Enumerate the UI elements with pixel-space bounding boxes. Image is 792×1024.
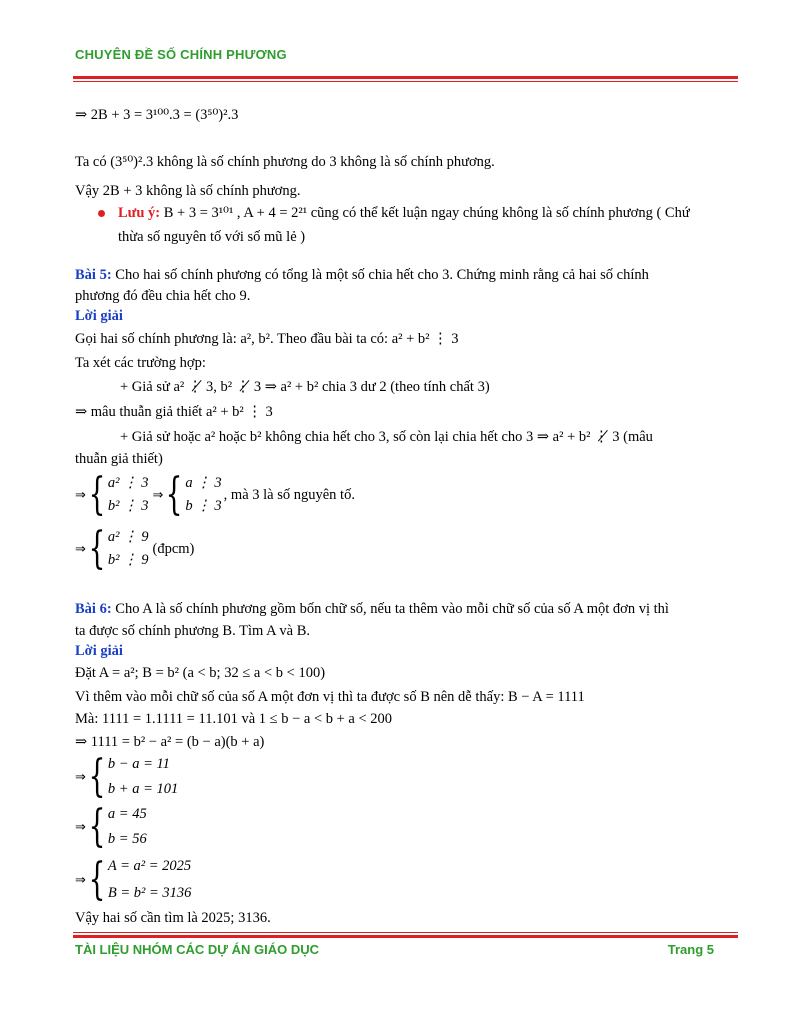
note-label: Lưu ý: bbox=[118, 205, 161, 221]
sys1-tail: , mà 3 là số nguyên tố. bbox=[223, 486, 355, 503]
brace-icon: { bbox=[88, 801, 106, 852]
bai5-s4: ⇒ mâu thuẫn giả thiết a² + b² ⋮ 3 bbox=[75, 404, 273, 420]
bai6-s4: ⇒ 1111 = b² − a² = (b − a)(b + a) bbox=[75, 734, 265, 750]
text-line-2: Ta có (3⁵⁰)².3 không là số chính phương do 3 không là số chính phương. bbox=[75, 154, 495, 170]
bai5-problem-line-2: phương đó đều chia hết cho 9. bbox=[75, 288, 251, 304]
bai5-problem-text: Cho hai số chính phương có tổng là một số chia hết cho 3. Chứng minh rằng cả hai số chính bbox=[115, 267, 649, 283]
header-rule-thick bbox=[73, 76, 738, 79]
sysB-2: b = 56 bbox=[107, 831, 147, 847]
bai6-s3: Mà: 1111 = 1.1111 = 11.101 và 1 ≤ b − a < b + a < 200 bbox=[75, 711, 393, 727]
footer-page-number: Trang 5 bbox=[667, 942, 714, 957]
text-line-3: Vậy 2B + 3 không là số chính phương. bbox=[75, 183, 301, 199]
bai6-solution-label: Lời giải bbox=[75, 643, 123, 659]
sys1-a: a² ⋮ 3 bbox=[107, 475, 149, 491]
bullet-icon bbox=[98, 210, 105, 217]
sysA-2: b + a = 101 bbox=[107, 781, 179, 797]
bai5-s1: Gọi hai số chính phương là: a², b². Theo đầu bài ta có: a² + b² ⋮ 3 bbox=[75, 331, 459, 347]
system-column bbox=[108, 756, 178, 798]
implies-icon: ⇒ bbox=[75, 769, 86, 785]
footer-rule-thin bbox=[73, 932, 738, 933]
sys1-c: a ⋮ 3 bbox=[185, 475, 222, 491]
header-title: CHUYÊN ĐỀ SỐ CHÍNH PHƯƠNG bbox=[75, 47, 287, 62]
brace-icon: { bbox=[166, 469, 183, 520]
sys2-b: b² ⋮ 9 bbox=[107, 552, 149, 568]
note-line bbox=[118, 204, 690, 222]
note-text: B + 3 = 3¹⁰¹ , A + 4 = 2²¹ cũng có thể kết luận ngay chúng không là số chính phương ( Chứ bbox=[163, 205, 690, 221]
implies-icon: ⇒ bbox=[75, 872, 86, 888]
implies-icon: ⇒ bbox=[75, 819, 86, 835]
sysB-1: a = 45 bbox=[107, 806, 147, 822]
sys1-d: b ⋮ 3 bbox=[185, 498, 222, 514]
sys2-a: a² ⋮ 9 bbox=[107, 529, 149, 545]
note-continuation: thừa số nguyên tố với số mũ lẻ ) bbox=[118, 229, 306, 245]
bai5-s2: Ta xét các trường hợp: bbox=[75, 355, 206, 371]
bai5-s3: + Giả sử a² ⋮̸ 3, b² ⋮̸ 3 ⇒ a² + b² chia 3 dư 2 (theo tính chất 3) bbox=[120, 379, 490, 395]
footer-rule-thick bbox=[73, 935, 738, 938]
implies-icon: ⇒ bbox=[75, 541, 86, 557]
sys1-b: b² ⋮ 3 bbox=[107, 498, 149, 514]
sysC-1: A = a² = 2025 bbox=[107, 858, 192, 874]
bai5-solution-label: Lời giải bbox=[75, 308, 123, 324]
footer-left: TÀI LIỆU NHÓM CÁC DỰ ÁN GIÁO DỤC bbox=[75, 942, 320, 957]
brace-icon: { bbox=[88, 751, 106, 802]
system-column bbox=[108, 475, 149, 515]
bai6-conclusion: Vậy hai số cần tìm là 2025; 3136. bbox=[75, 910, 271, 926]
system-column bbox=[108, 858, 192, 902]
brace-icon: { bbox=[88, 469, 106, 520]
bai5-label: Bài 5: bbox=[75, 267, 112, 283]
bai5-problem-line-1 bbox=[75, 266, 649, 284]
bai6-system-b bbox=[75, 801, 147, 852]
sysC-2: B = b² = 3136 bbox=[107, 885, 192, 901]
bai6-system-c bbox=[75, 854, 192, 905]
system-column bbox=[108, 529, 149, 569]
implies-icon: ⇒ bbox=[152, 487, 164, 503]
bai6-system-a bbox=[75, 751, 179, 802]
bai5-s5: + Giả sử hoặc a² hoặc b² không chia hết cho 3, số còn lại chia hết cho 3 ⇒ a² + b² ⋮̸ 3 (mâu bbox=[120, 429, 653, 445]
bai6-s1: Đặt A = a²; B = b² (a < b; 32 ≤ a < b < 100) bbox=[75, 665, 326, 681]
eq-line-1: ⇒ 2B + 3 = 3¹⁰⁰.3 = (3⁵⁰)².3 bbox=[75, 107, 239, 123]
sysA-1: b − a = 11 bbox=[107, 756, 170, 772]
bai5-system-2 bbox=[75, 523, 195, 574]
sys2-tail: (đpcm) bbox=[152, 540, 195, 557]
bai5-system-1 bbox=[75, 469, 355, 520]
system-column bbox=[108, 806, 147, 848]
header-rule-thin bbox=[73, 81, 738, 82]
bai6-s2: Vì thêm vào mỗi chữ số của số A một đơn vị thì ta được số B nên dễ thấy: B − A = 1111 bbox=[75, 689, 585, 705]
brace-icon: { bbox=[88, 523, 106, 574]
system-column bbox=[185, 475, 221, 515]
brace-icon: { bbox=[88, 854, 106, 905]
bai6-label: Bài 6: bbox=[75, 601, 112, 617]
implies-icon: ⇒ bbox=[75, 487, 86, 503]
bai6-problem-text: Cho A là số chính phương gồm bốn chữ số, nếu ta thêm vào mỗi chữ số của số A một đơn vị thì bbox=[115, 601, 669, 617]
bai5-s6: thuẫn giả thiết) bbox=[75, 451, 163, 467]
bai6-problem-line-2: ta được số chính phương B. Tìm A và B. bbox=[75, 623, 310, 639]
bai6-problem-line-1 bbox=[75, 600, 669, 618]
